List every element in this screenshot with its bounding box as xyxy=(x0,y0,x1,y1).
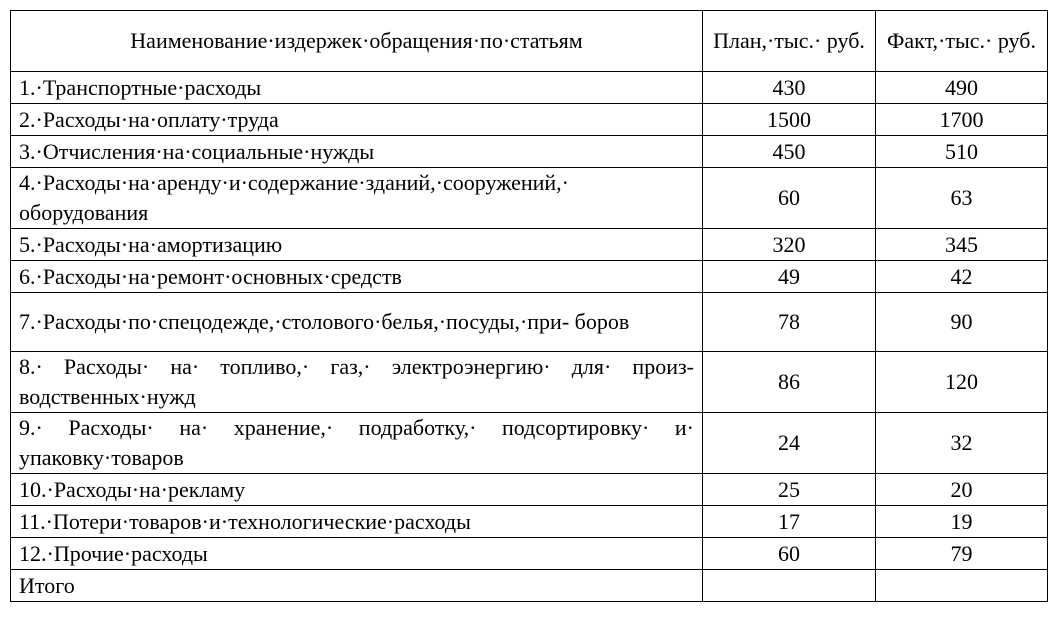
row-plan: 450 xyxy=(703,136,876,168)
header-plan: План,·тыс.· руб. xyxy=(703,11,876,72)
table-row xyxy=(11,136,1048,168)
row-name: 1.·Транспортные·расходы xyxy=(11,72,703,104)
row-name: 2.·Расходы·на·оплату·труда xyxy=(11,104,703,136)
row-name: 10.·Расходы·на·рекламу xyxy=(11,474,703,506)
table-row xyxy=(11,352,1048,413)
total-row xyxy=(11,570,1048,602)
row-plan: 17 xyxy=(703,506,876,538)
row-fact: 120 xyxy=(876,352,1048,413)
row-name: 6.·Расходы·на·ремонт·основных·средств xyxy=(11,261,703,293)
table-row xyxy=(11,474,1048,506)
row-fact: 510 xyxy=(876,136,1048,168)
total-fact xyxy=(876,570,1048,602)
header-fact: Факт,·тыс.· руб. xyxy=(876,11,1048,72)
row-plan: 430 xyxy=(703,72,876,104)
row-fact: 490 xyxy=(876,72,1048,104)
row-name: 12.·Прочие·расходы xyxy=(11,538,703,570)
total-label: Итого xyxy=(11,570,703,602)
header-row xyxy=(11,11,1048,72)
row-fact: 20 xyxy=(876,474,1048,506)
table-row xyxy=(11,538,1048,570)
row-fact: 79 xyxy=(876,538,1048,570)
row-name: 9.· Расходы· на· хранение,· подработку,· подсортировку· и· упаковку·товаров xyxy=(11,413,703,474)
table-row xyxy=(11,168,1048,229)
total-plan xyxy=(703,570,876,602)
table-row xyxy=(11,72,1048,104)
header-name: Наименование·издержек·обращения·по·статьям xyxy=(11,11,703,72)
row-plan: 25 xyxy=(703,474,876,506)
row-plan: 49 xyxy=(703,261,876,293)
row-name: 3.·Отчисления·на·социальные·нужды xyxy=(11,136,703,168)
row-name: 5.·Расходы·на·амортизацию xyxy=(11,229,703,261)
expenses-table xyxy=(10,10,1048,602)
row-fact: 345 xyxy=(876,229,1048,261)
row-plan: 86 xyxy=(703,352,876,413)
table-row xyxy=(11,104,1048,136)
row-plan: 78 xyxy=(703,293,876,352)
row-name: 7.·Расходы·по·спецодежде,·столового·белья,·посуды,·при- боров xyxy=(11,293,703,352)
row-fact: 19 xyxy=(876,506,1048,538)
row-name: 4.·Расходы·на·аренду·и·содержание·зданий,·сооружений,· оборудования xyxy=(11,168,703,229)
table-row xyxy=(11,506,1048,538)
table-row xyxy=(11,413,1048,474)
row-fact: 42 xyxy=(876,261,1048,293)
row-plan: 24 xyxy=(703,413,876,474)
row-fact: 32 xyxy=(876,413,1048,474)
row-name: 8.· Расходы· на· топливо,· газ,· электроэнергию· для· произ- водственных·нужд xyxy=(11,352,703,413)
row-plan: 320 xyxy=(703,229,876,261)
row-fact: 90 xyxy=(876,293,1048,352)
row-fact: 63 xyxy=(876,168,1048,229)
row-name: 11.·Потери·товаров·и·технологические·расходы xyxy=(11,506,703,538)
table-row xyxy=(11,229,1048,261)
table-row xyxy=(11,261,1048,293)
row-plan: 60 xyxy=(703,538,876,570)
table-row xyxy=(11,293,1048,352)
row-plan: 1500 xyxy=(703,104,876,136)
row-plan: 60 xyxy=(703,168,876,229)
row-fact: 1700 xyxy=(876,104,1048,136)
